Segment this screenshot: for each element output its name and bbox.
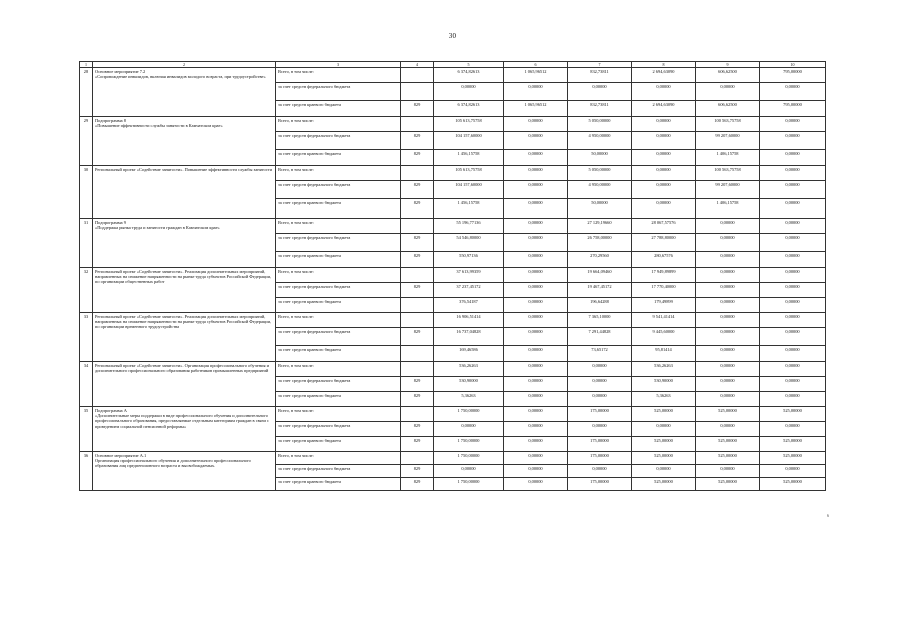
funding-source: за счет средств федерального бюджета	[276, 83, 401, 101]
header-cell: 8	[632, 62, 696, 68]
budget-code: 829	[401, 252, 434, 268]
amount-cell: 0,00000	[504, 422, 568, 437]
amount-cell: 175,00000	[568, 437, 632, 452]
budget-code: 829	[401, 199, 434, 219]
program-name: Подпрограмма А «Дополнительные меры поддержки в виде профессионального обучения и дополнительного профессионального образования, предоставляемые отдельным категориям граждан в связи с проведением социальной пенсионной реформы»	[93, 407, 276, 452]
header-cell: 1	[80, 62, 93, 68]
amount-cell: 0,00000	[696, 83, 760, 101]
amount-cell: 0,00000	[504, 150, 568, 166]
budget-code: 829	[401, 132, 434, 150]
amount-cell: 1 065,96512	[504, 68, 568, 83]
row-number: 34	[80, 362, 93, 407]
amount-cell: 99 207,60000	[696, 132, 760, 150]
amount-cell: 105 613,75758	[434, 117, 504, 132]
amount-cell: 179,49899	[632, 298, 696, 313]
program-name: Основное мероприятие 7.2 «Сопровождение инвалидов, включая инвалидов молодого возраста, при трудоустройстве»	[93, 68, 276, 117]
amount-cell: 0,00000	[760, 298, 826, 313]
amount-cell: 0,00000	[568, 392, 632, 407]
amount-cell: 0,00000	[504, 252, 568, 268]
amount-cell: 525,00000	[632, 478, 696, 491]
amount-cell: 0,00000	[696, 268, 760, 283]
amount-cell: 175,00000	[568, 478, 632, 491]
amount-cell: 104 157,60000	[434, 132, 504, 150]
amount-cell: 0,00000	[760, 465, 826, 478]
budget-code: 829	[401, 392, 434, 407]
budget-code	[401, 219, 434, 234]
budget-code: 829	[401, 377, 434, 392]
table-row	[80, 362, 826, 377]
table-body	[80, 68, 826, 491]
funding-source: за счет средств краевого бюджета	[276, 392, 401, 407]
amount-cell: 27 788,80000	[632, 234, 696, 252]
program-name: Основное мероприятие А.1 Организация профессионального обучения и дополнительного профессионального образования лиц предпенсионного возраста и высвобождаемых.	[93, 452, 276, 491]
funding-source: за счет средств краевого бюджета	[276, 478, 401, 491]
budget-code: 829	[401, 150, 434, 166]
funding-source: за счет средств федерального бюджета	[276, 377, 401, 392]
funding-source: за счет средств федерального бюджета	[276, 181, 401, 199]
amount-cell: 0,00000	[696, 234, 760, 252]
amount-cell: 525,00000	[760, 478, 826, 491]
amount-cell: 0,00000	[504, 407, 568, 422]
amount-cell: 2 694,63090	[632, 68, 696, 83]
funding-source: за счет средств краевого бюджета	[276, 252, 401, 268]
amount-cell: 525,00000	[632, 452, 696, 465]
amount-cell: 0,00000	[632, 150, 696, 166]
row-number: 30	[80, 166, 93, 219]
amount-cell: 0,00000	[504, 219, 568, 234]
amount-cell: 55 196,77136	[434, 219, 504, 234]
table-row	[80, 166, 826, 181]
amount-cell: 1 456,15758	[434, 150, 504, 166]
amount-cell: 832,73811	[568, 101, 632, 117]
header-cell: 9	[696, 62, 760, 68]
amount-cell: 2 694,63090	[632, 101, 696, 117]
amount-cell: 1 406,15758	[696, 150, 760, 166]
budget-code: 829	[401, 422, 434, 437]
amount-cell: 1 456,15758	[434, 199, 504, 219]
budget-code	[401, 298, 434, 313]
funding-source: Всего, в том числе:	[276, 166, 401, 181]
row-number: 36	[80, 452, 93, 491]
amount-cell: 6 374,82613	[434, 101, 504, 117]
program-name: Региональный проект «Содействие занятости». Реализация дополнительных мероприятий, направленных на снижение напряженности на рынке труда субъектов Российской Федерации, по организации общественных работ	[93, 268, 276, 313]
budget-code	[401, 407, 434, 422]
amount-cell: 0,00000	[760, 117, 826, 132]
amount-cell: 0,00000	[760, 252, 826, 268]
amount-cell: 5 050,00000	[568, 166, 632, 181]
budget-code: 829	[401, 283, 434, 298]
amount-cell: 100 563,75758	[696, 166, 760, 181]
amount-cell: 1 750,00000	[434, 478, 504, 491]
amount-cell: 0,00000	[760, 362, 826, 377]
amount-cell: 0,00000	[504, 377, 568, 392]
amount-cell: 525,00000	[760, 452, 826, 465]
amount-cell: 0,00000	[504, 166, 568, 181]
amount-cell: 525,00000	[760, 437, 826, 452]
amount-cell: 5,36263	[434, 392, 504, 407]
amount-cell: 0,00000	[696, 392, 760, 407]
table-row	[80, 268, 826, 283]
amount-cell: 0,00000	[760, 166, 826, 181]
amount-cell: 0,00000	[632, 181, 696, 199]
amount-cell: 0,00000	[696, 252, 760, 268]
amount-cell: 536,26263	[434, 362, 504, 377]
amount-cell: 0,00000	[504, 298, 568, 313]
amount-cell: 0,00000	[504, 83, 568, 101]
amount-cell: 0,00000	[760, 328, 826, 346]
program-name: Подпрограмма 8 «Повышение эффективности службы занятости в Камчатском крае»	[93, 117, 276, 166]
amount-cell: 0,00000	[504, 181, 568, 199]
amount-cell: 0,00000	[696, 465, 760, 478]
amount-cell: 0,00000	[696, 219, 760, 234]
amount-cell: 0,00000	[504, 313, 568, 328]
funding-source: за счет средств федерального бюджета	[276, 234, 401, 252]
amount-cell: 530,90000	[632, 377, 696, 392]
budget-code	[401, 166, 434, 181]
amount-cell: 525,00000	[696, 437, 760, 452]
amount-cell: 0,00000	[632, 117, 696, 132]
amount-cell: 0,00000	[504, 362, 568, 377]
amount-cell: 0,00000	[760, 234, 826, 252]
header-cell: 2	[93, 62, 276, 68]
budget-code: 829	[401, 478, 434, 491]
amount-cell: 606,62500	[696, 68, 760, 83]
amount-cell: 7 291,44828	[568, 328, 632, 346]
amount-cell: 169,46586	[434, 346, 504, 362]
amount-cell: 0,00000	[696, 298, 760, 313]
amount-cell: 525,00000	[632, 407, 696, 422]
amount-cell: 525,00000	[696, 452, 760, 465]
amount-cell: 0,00000	[632, 465, 696, 478]
amount-cell: 99 207,60000	[696, 181, 760, 199]
row-number: 32	[80, 268, 93, 313]
amount-cell: 37 237,45172	[434, 283, 504, 298]
funding-source: за счет средств федерального бюджета	[276, 465, 401, 478]
amount-cell: 795,00000	[760, 68, 826, 83]
funding-source: за счет средств краевого бюджета	[276, 150, 401, 166]
header-cell: 7	[568, 62, 632, 68]
row-number: 35	[80, 407, 93, 452]
amount-cell: 0,00000	[434, 422, 504, 437]
header-cell: 10	[760, 62, 826, 68]
amount-cell: 0,00000	[760, 132, 826, 150]
amount-cell: 0,00000	[760, 346, 826, 362]
amount-cell: 1 750,00000	[434, 452, 504, 465]
amount-cell: 196,64288	[568, 298, 632, 313]
amount-cell: 0,00000	[632, 83, 696, 101]
amount-cell: 0,00000	[504, 234, 568, 252]
amount-cell: 0,00000	[504, 346, 568, 362]
amount-cell: 0,00000	[760, 377, 826, 392]
amount-cell: 0,00000	[504, 478, 568, 491]
table-row	[80, 68, 826, 83]
amount-cell: 0,00000	[504, 465, 568, 478]
amount-cell: 376,54187	[434, 298, 504, 313]
amount-cell: 28 067,57576	[632, 219, 696, 234]
amount-cell: 27 129,19660	[568, 219, 632, 234]
funding-source: за счет средств краевого бюджета	[276, 298, 401, 313]
funding-source: за счет средств краевого бюджета	[276, 437, 401, 452]
amount-cell: 16 906,51414	[434, 313, 504, 328]
funding-source: Всего, в том числе:	[276, 68, 401, 83]
funding-source: за счет средств краевого бюджета	[276, 199, 401, 219]
amount-cell: 832,73811	[568, 68, 632, 83]
amount-cell: 0,00000	[568, 362, 632, 377]
amount-cell: 0,00000	[632, 199, 696, 219]
budget-code	[401, 117, 434, 132]
amount-cell: 19 467,45172	[568, 283, 632, 298]
table-row	[80, 452, 826, 465]
amount-cell: 0,00000	[504, 132, 568, 150]
funding-source: за счет средств краевого бюджета	[276, 346, 401, 362]
amount-cell: 0,00000	[568, 83, 632, 101]
amount-cell: 525,00000	[696, 407, 760, 422]
amount-cell: 536,26263	[632, 362, 696, 377]
amount-cell: 0,00000	[632, 132, 696, 150]
amount-cell: 1 065,96512	[504, 101, 568, 117]
amount-cell: 9 445,60000	[632, 328, 696, 346]
amount-cell: 0,00000	[760, 392, 826, 407]
amount-cell: 606,62500	[696, 101, 760, 117]
amount-cell: 17 770,40000	[632, 283, 696, 298]
amount-cell: 4 950,00000	[568, 132, 632, 150]
budget-code: 829	[401, 234, 434, 252]
amount-cell: 0,00000	[696, 362, 760, 377]
amount-cell: 0,00000	[504, 392, 568, 407]
amount-cell: 0,00000	[504, 199, 568, 219]
amount-cell: 0,00000	[760, 422, 826, 437]
funding-source: Всего, в том числе:	[276, 313, 401, 328]
funding-source: за счет средств федерального бюджета	[276, 132, 401, 150]
amount-cell: 5 050,00000	[568, 117, 632, 132]
amount-cell: 37 613,99359	[434, 268, 504, 283]
amount-cell: 0,00000	[568, 422, 632, 437]
amount-cell: 100 563,75758	[696, 117, 760, 132]
budget-code: 829	[401, 328, 434, 346]
amount-cell: 0,00000	[760, 150, 826, 166]
amount-cell: 1 750,00000	[434, 437, 504, 452]
table-row	[80, 313, 826, 328]
amount-cell: 104 157,60000	[434, 181, 504, 199]
amount-cell: 73,65172	[568, 346, 632, 362]
amount-cell: 175,00000	[568, 407, 632, 422]
amount-cell: 1 406,15758	[696, 199, 760, 219]
amount-cell: 0,00000	[434, 465, 504, 478]
amount-cell: 0,00000	[568, 377, 632, 392]
row-number: 29	[80, 117, 93, 166]
amount-cell: 0,00000	[434, 83, 504, 101]
header-cell: 4	[401, 62, 434, 68]
amount-cell: 17 949,89899	[632, 268, 696, 283]
amount-cell: 0,00000	[696, 283, 760, 298]
amount-cell: 0,00000	[632, 422, 696, 437]
amount-cell: 270,29560	[568, 252, 632, 268]
amount-cell: 50,00000	[568, 199, 632, 219]
funding-source: Всего, в том числе:	[276, 407, 401, 422]
page-number: 30	[448, 32, 457, 40]
row-number: 28	[80, 68, 93, 117]
amount-cell: 5,36263	[632, 392, 696, 407]
program-name: Региональный проект «Содействие занятости». Реализация дополнительных мероприятий, направленных на снижение напряженности на рынке труда субъектов Российской Федерации, по организации временного трудоустройства	[93, 313, 276, 362]
table-row	[80, 407, 826, 422]
budget-code	[401, 346, 434, 362]
budget-code	[401, 83, 434, 101]
amount-cell: 0,00000	[760, 181, 826, 199]
amount-cell: 0,00000	[696, 328, 760, 346]
amount-cell: 0,00000	[760, 283, 826, 298]
header-cell: 5	[434, 62, 504, 68]
funding-source: за счет средств федерального бюджета	[276, 328, 401, 346]
funding-source: Всего, в том числе:	[276, 452, 401, 465]
amount-cell: 0,00000	[760, 219, 826, 234]
program-name: Подпрограмма 9 «Поддержка рынка труда и занятости граждан в Камчатском крае»	[93, 219, 276, 268]
table-row	[80, 219, 826, 234]
amount-cell: 0,00000	[504, 452, 568, 465]
amount-cell: 280,67576	[632, 252, 696, 268]
amount-cell: 0,00000	[696, 346, 760, 362]
amount-cell: 0,00000	[760, 199, 826, 219]
row-number: 31	[80, 219, 93, 268]
amount-cell: 1 750,00000	[434, 407, 504, 422]
amount-cell: 0,00000	[760, 83, 826, 101]
budget-code	[401, 362, 434, 377]
funding-source: Всего, в том числе:	[276, 219, 401, 234]
amount-cell: 525,00000	[760, 407, 826, 422]
budget-code	[401, 452, 434, 465]
amount-cell: 19 664,09460	[568, 268, 632, 283]
amount-cell: 4 950,00000	[568, 181, 632, 199]
footer-mark: 6	[827, 513, 829, 518]
amount-cell: 7 365,10000	[568, 313, 632, 328]
funding-source: за счет средств краевого бюджета	[276, 101, 401, 117]
table-row	[80, 117, 826, 132]
amount-cell: 525,00000	[632, 437, 696, 452]
budget-code	[401, 68, 434, 83]
amount-cell: 26 758,00000	[568, 234, 632, 252]
funding-source: Всего, в том числе:	[276, 117, 401, 132]
budget-code: 829	[401, 181, 434, 199]
amount-cell: 0,00000	[504, 283, 568, 298]
amount-cell: 16 737,04828	[434, 328, 504, 346]
amount-cell: 105 613,75758	[434, 166, 504, 181]
amount-cell: 54 546,80000	[434, 234, 504, 252]
funding-source: Всего, в том числе:	[276, 268, 401, 283]
amount-cell: 6 374,82613	[434, 68, 504, 83]
amount-cell: 0,00000	[696, 313, 760, 328]
funding-source: за счет средств федерального бюджета	[276, 422, 401, 437]
amount-cell: 550,97136	[434, 252, 504, 268]
amount-cell: 0,00000	[696, 422, 760, 437]
amount-cell: 0,00000	[504, 437, 568, 452]
amount-cell: 0,00000	[568, 465, 632, 478]
amount-cell: 795,00000	[760, 101, 826, 117]
amount-cell: 0,00000	[760, 313, 826, 328]
amount-cell: 9 541,41414	[632, 313, 696, 328]
amount-cell: 0,00000	[504, 328, 568, 346]
funding-source: Всего, в том числе:	[276, 362, 401, 377]
amount-cell: 0,00000	[504, 117, 568, 132]
row-number: 33	[80, 313, 93, 362]
budget-code: 829	[401, 465, 434, 478]
amount-cell: 0,00000	[760, 268, 826, 283]
amount-cell: 0,00000	[696, 377, 760, 392]
amount-cell: 95,81414	[632, 346, 696, 362]
budget-code	[401, 268, 434, 283]
amount-cell: 0,00000	[632, 166, 696, 181]
amount-cell: 50,00000	[568, 150, 632, 166]
header-cell: 6	[504, 62, 568, 68]
amount-cell: 175,00000	[568, 452, 632, 465]
program-name: Региональный проект «Содействие занятости». Организация профессионального обучения и дополнительного профессионального образования работников промышленных предприятий	[93, 362, 276, 407]
budget-table	[79, 61, 826, 491]
amount-cell: 530,90000	[434, 377, 504, 392]
header-cell: 3	[276, 62, 401, 68]
budget-code: 829	[401, 437, 434, 452]
program-name: Региональный проект «Содействие занятости». Повышение эффективности службы занятости	[93, 166, 276, 219]
amount-cell: 0,00000	[504, 268, 568, 283]
amount-cell: 525,00000	[696, 478, 760, 491]
budget-code	[401, 313, 434, 328]
budget-code: 829	[401, 101, 434, 117]
funding-source: за счет средств федерального бюджета	[276, 283, 401, 298]
